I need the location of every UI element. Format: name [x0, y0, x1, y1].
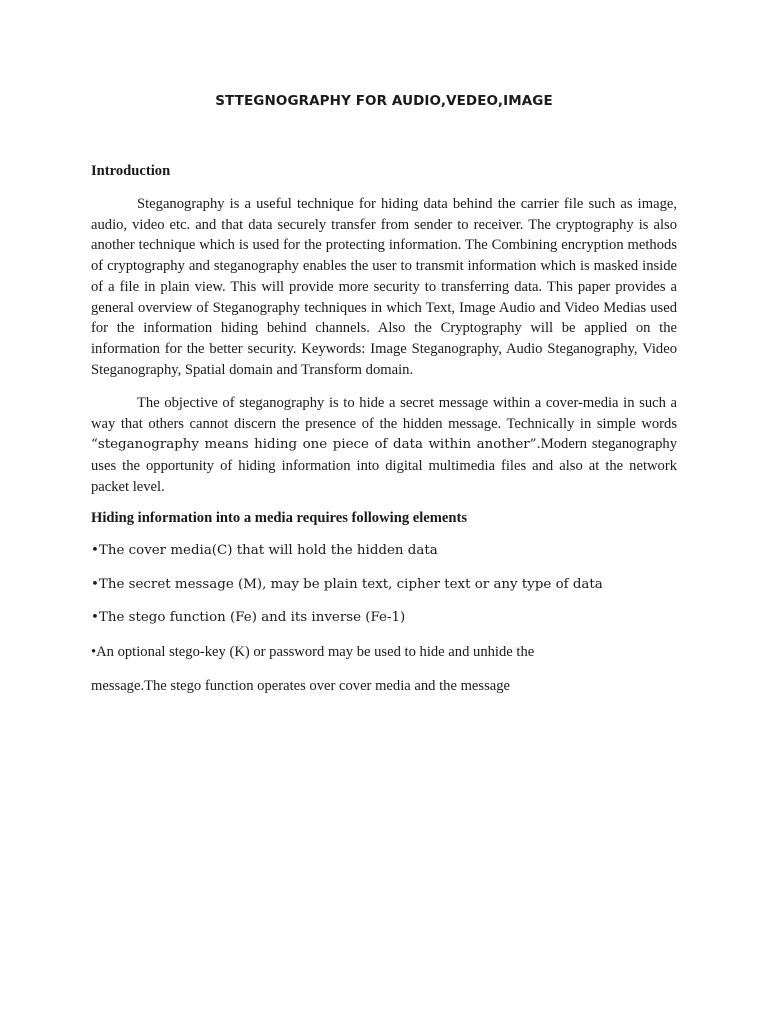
bullet-cover-media: •The cover media(C) that will hold the hidden data [91, 543, 438, 558]
objective-text-end: Modern steganography uses the opportunity of hiding information into digital multimedia files and also at the network packet level. [91, 436, 677, 495]
continuation-line: message.The stego function operates over cover media and the message [91, 678, 511, 694]
bullet-secret-message: •The secret message (M), may be plain text, cipher text or any type of data [91, 577, 603, 592]
document-title: STTEGNOGRAPHY FOR AUDIO,VEDEO,IMAGE [215, 93, 553, 109]
bullet-stego-function: •The stego function (Fe) and its inverse (Fe-1) [91, 610, 406, 625]
introduction-paragraph: Steganography is a useful technique for hiding data behind the carrier file such as image, audio, video etc. and that data securely transfer from sender to receiver. The cryptography is also another technique which is used for the protecting information. The Combining encryption methods of cryptography and steganography enables the user to transmit information which is masked inside of a file in plain view. This will provide more security to transferring data. This paper provides a general overview of Steganography techniques in which Text, Image Audio and Video Medias used for the information hiding behind channels. Also the Cryptography will be applied on the information for the better security. Keywords: Image Steganography, Audio Steganography, Video Steganography, Spatial domain and Transform domain. [91, 196, 677, 378]
bullet-stego-key: •An optional stego-key (K) or password may be used to hide and unhide the [91, 644, 535, 660]
elements-heading: Hiding information into a media requires following elements [91, 510, 468, 526]
definition-quote: “steganography means hiding one piece of data within another”. [91, 437, 541, 453]
objective-text-start: The objective of steganography is to hide a secret message within a cover-media in such a way that others cannot discern the presence of the hidden message. Technically in simple words [91, 395, 677, 432]
objective-paragraph [91, 393, 677, 498]
introduction-heading: Introduction [91, 163, 171, 179]
